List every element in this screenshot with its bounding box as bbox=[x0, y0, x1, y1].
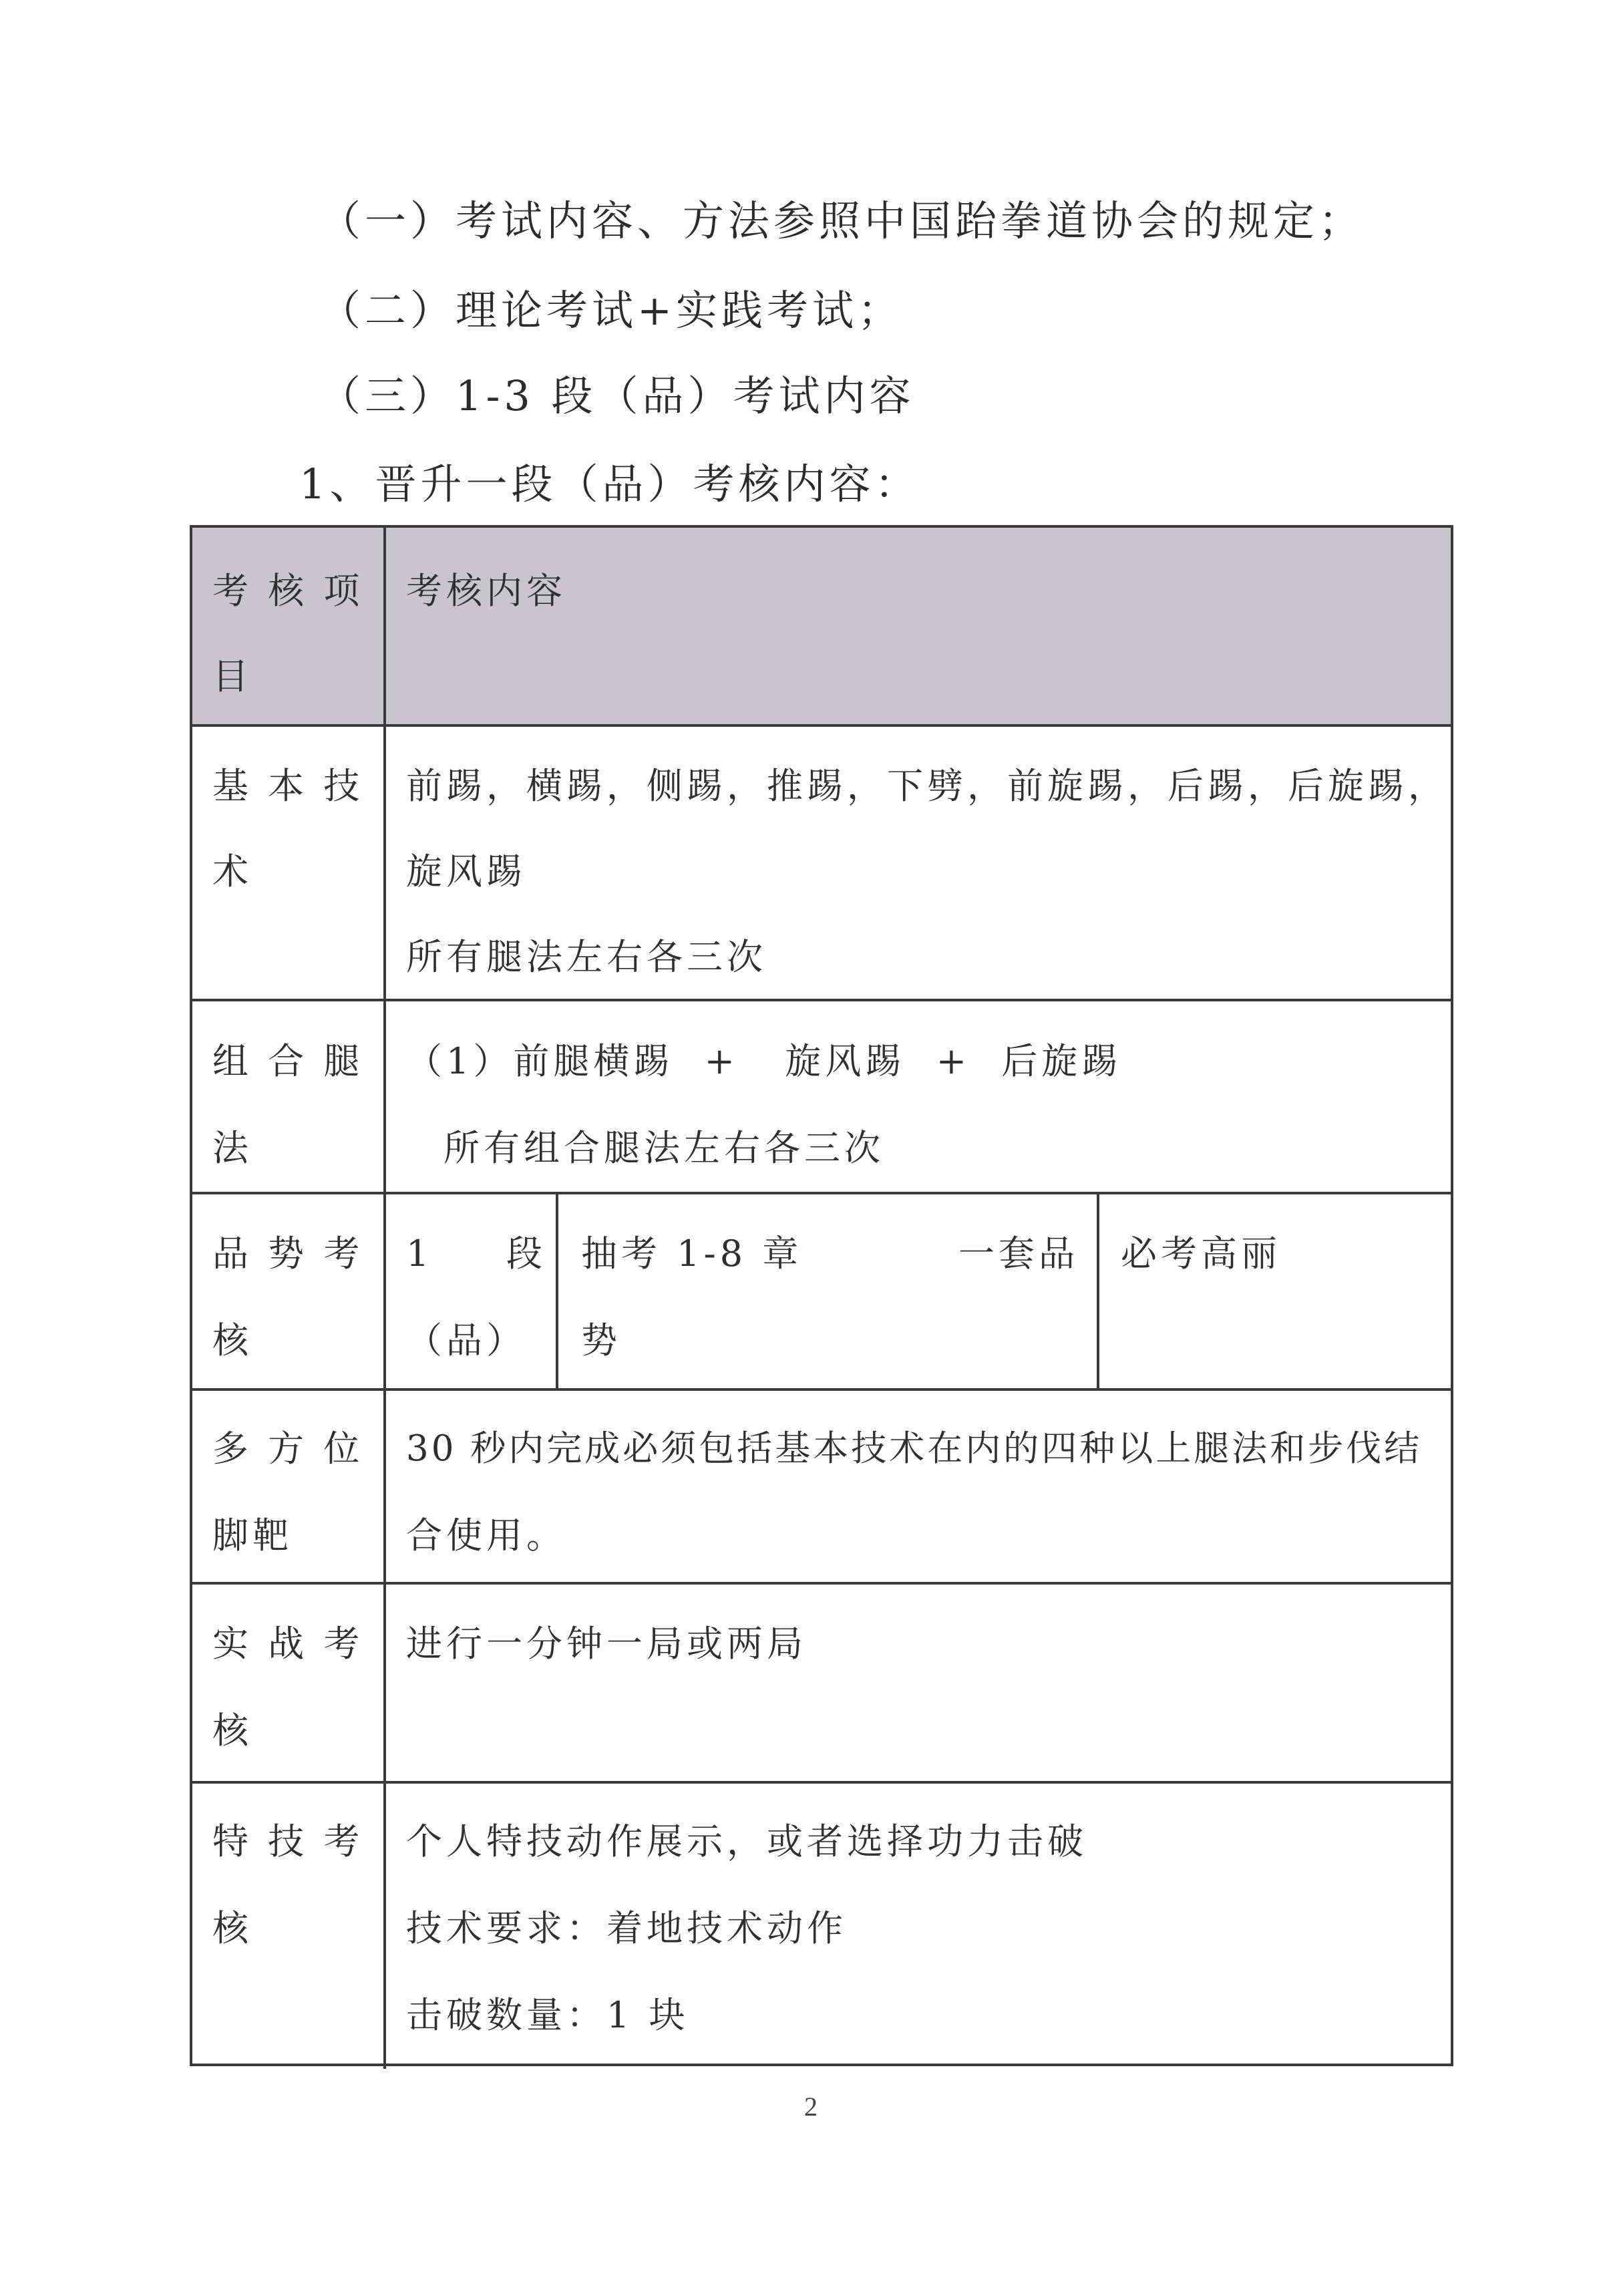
row-poomsae-draw-set: 一套品 bbox=[958, 1233, 1079, 1275]
page-number: 2 bbox=[804, 2092, 818, 2122]
row-basic-item-line1: 基 本 技 bbox=[212, 765, 364, 807]
row-basic-item-line2: 术 bbox=[212, 850, 252, 892]
row-poomsae-required-text: 必考高丽 bbox=[1121, 1233, 1281, 1275]
row-basic-content-line3: 所有腿法左右各三次 bbox=[406, 936, 767, 978]
row-target-content-line2: 合使用。 bbox=[406, 1514, 566, 1556]
header-item-line1: 考 核 项 bbox=[212, 570, 364, 612]
row-poomsae-item-line1: 品 势 考 bbox=[212, 1233, 364, 1275]
table-header-background bbox=[192, 528, 1451, 727]
row-special-content-line1: 个人特技动作展示，或者选择功力击破 bbox=[406, 1820, 1087, 1862]
row-poomsae-draw-text: 抽考 1-8 章 bbox=[581, 1233, 803, 1275]
row-target-content-line1: 30 秒内完成必须包括基本技术在内的四种以上腿法和步伐结 bbox=[406, 1428, 1423, 1469]
exam-content-table bbox=[190, 525, 1453, 2066]
row-sparring-item-line1: 实 战 考 bbox=[212, 1623, 364, 1665]
row-divider bbox=[192, 1582, 1451, 1585]
row-basic-content-line2: 旋风踢 bbox=[406, 850, 526, 892]
row-divider bbox=[192, 1192, 1451, 1194]
row-target-item-line2: 脚靶 bbox=[212, 1514, 293, 1556]
row-sparring-item-line2: 核 bbox=[212, 1709, 252, 1752]
row-divider bbox=[192, 1781, 1451, 1784]
header-item-line2: 目 bbox=[212, 655, 252, 697]
row-special-item-line2: 核 bbox=[212, 1907, 252, 1949]
row-divider bbox=[192, 724, 1451, 727]
row-poomsae-item-line2: 核 bbox=[212, 1319, 252, 1361]
paragraph-3: （三）1-3 段（品）考试内容 bbox=[319, 371, 915, 420]
row-special-item-line1: 特 技 考 bbox=[212, 1820, 364, 1862]
row-divider bbox=[192, 1388, 1451, 1391]
header-content: 考核内容 bbox=[406, 570, 566, 612]
paragraph-4: 1、晋升一段（品）考核内容： bbox=[299, 460, 920, 508]
row-special-content-line3: 击破数量：1 块 bbox=[406, 1994, 689, 2036]
row-poomsae-level-number: 1 bbox=[406, 1233, 433, 1275]
row-basic-content-line1: 前踢，横踢，侧踢，推踢，下劈，前旋踢，后踢，后旋踢， bbox=[406, 765, 1448, 807]
column-divider bbox=[383, 528, 386, 2069]
row-sparring-content-line1: 进行一分钟一局或两局 bbox=[406, 1623, 807, 1665]
row-combo-item-line2: 法 bbox=[212, 1127, 252, 1169]
row-combo-item-line1: 组 合 腿 bbox=[212, 1040, 364, 1082]
row-target-item-line1: 多 方 位 bbox=[212, 1428, 364, 1470]
row-special-content-line2: 技术要求：着地技术动作 bbox=[406, 1907, 847, 1949]
sub-column-divider bbox=[556, 1192, 558, 1388]
sub-column-divider bbox=[1097, 1192, 1099, 1388]
row-divider bbox=[192, 999, 1451, 1001]
row-poomsae-level-pin: （品） bbox=[406, 1319, 526, 1361]
paragraph-2: （二）理论考试+实践考试； bbox=[319, 286, 903, 335]
row-combo-content-line2: 所有组合腿法左右各三次 bbox=[443, 1127, 884, 1169]
row-poomsae-draw-line2: 势 bbox=[581, 1319, 621, 1361]
row-poomsae-level-unit: 段 bbox=[506, 1233, 546, 1275]
paragraph-1: （一）考试内容、方法参照中国跆拳道协会的规定； bbox=[319, 196, 1365, 245]
row-combo-content-line1: （1）前腿横踢 + 旋风踢 + 后旋踢 bbox=[406, 1040, 1122, 1082]
